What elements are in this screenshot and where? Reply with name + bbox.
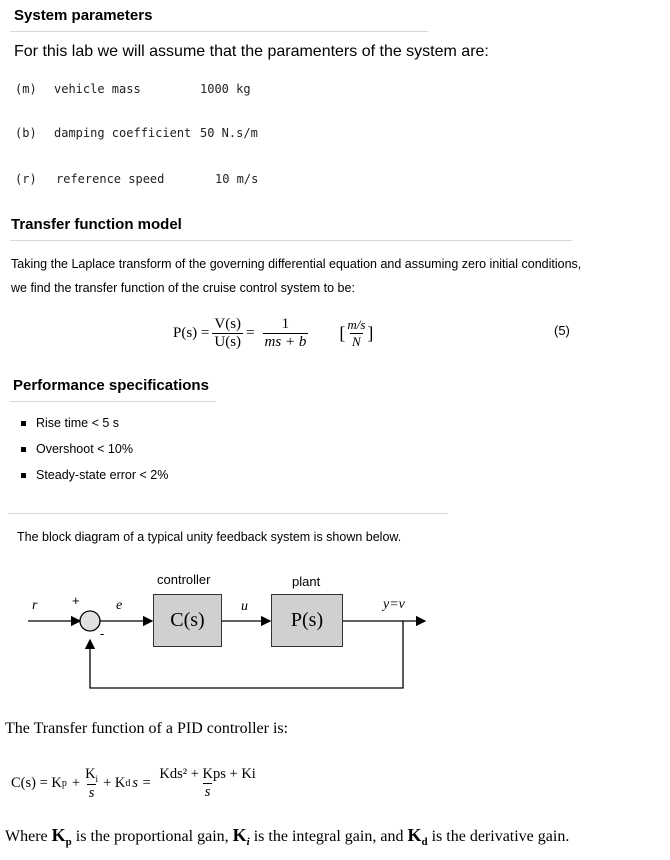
where-text: is the proportional gain, <box>71 828 233 845</box>
unit-numerator: m/s <box>347 317 366 332</box>
summing-junction <box>80 611 100 631</box>
signal-u: u <box>241 599 248 614</box>
controller-label: controller <box>157 572 211 587</box>
eq-denominator: U(s) <box>214 334 242 350</box>
divider <box>8 513 448 514</box>
section-title-transfer-function: Transfer function model <box>11 216 182 233</box>
paragraph-line: we find the transfer function of the cruise control system to be: <box>11 281 355 295</box>
signal-y: y=v <box>383 597 405 612</box>
gain-description <box>5 825 569 848</box>
plant-label: plant <box>292 574 321 589</box>
pid-rhs-numerator: Kds² + Kps + Ki <box>159 766 256 783</box>
pid-kd-term: + K <box>103 775 126 792</box>
ki-subscript: i <box>246 836 250 849</box>
param-symbol: (b) <box>15 126 37 140</box>
equation-number: (5) <box>554 323 570 338</box>
param-value: 50 N.s/m <box>200 126 258 140</box>
minus-sign: - <box>100 626 105 641</box>
pid-ki-denominator: s <box>88 784 95 801</box>
controller-block: C(s) <box>153 594 222 647</box>
kp-subscript: p <box>65 836 72 849</box>
section-title-performance: Performance specifications <box>13 377 209 394</box>
plant-block: P(s) <box>271 594 343 647</box>
pid-intro: The Transfer function of a PID controller is: <box>5 720 289 737</box>
divider <box>10 31 428 32</box>
pid-lhs-sub: p <box>61 778 67 790</box>
pid-rhs-fraction <box>157 766 257 801</box>
paragraph-line: Taking the Laplace transform of the governing differential equation and assuming zero initial conditions, <box>11 257 582 271</box>
feedback-path <box>90 621 403 688</box>
ki-symbol: K <box>85 766 96 782</box>
param-name: damping coefficient <box>54 126 192 140</box>
bullet-icon <box>21 473 26 478</box>
eq-numerator: V(s) <box>214 316 242 332</box>
bullet-icon <box>21 447 26 452</box>
where-text: is the integral gain, and <box>249 828 408 845</box>
eq-lhs: P(s) = <box>173 325 210 341</box>
kd-subscript: d <box>125 778 131 790</box>
kp-symbol: K <box>51 825 66 845</box>
diagram-caption: The block diagram of a typical unity feedback system is shown below. <box>17 530 402 544</box>
unit-bracket-open: [ <box>339 323 346 343</box>
eq-numerator: 1 <box>281 316 290 332</box>
ki-subscript: i <box>95 773 99 784</box>
signal-e: e <box>116 598 123 613</box>
param-name: vehicle mass <box>54 82 141 96</box>
pid-rhs-denominator: s <box>204 784 211 801</box>
where-text: Where <box>5 828 52 845</box>
spec-item: Rise time < 5 s <box>36 416 120 430</box>
divider <box>10 401 216 402</box>
param-value: 1000 kg <box>200 82 251 96</box>
param-name: reference speed <box>56 172 165 186</box>
pid-equation <box>11 766 261 802</box>
kd-subscript: d <box>421 836 428 849</box>
kd-symbol: K <box>407 825 422 845</box>
param-value: 10 m/s <box>215 172 259 186</box>
section-title-system-parameters: System parameters <box>14 7 153 24</box>
unit-bracket-close: ] <box>367 323 374 343</box>
ki-symbol: K <box>232 825 247 845</box>
signal-r: r <box>32 598 38 613</box>
intro-text: For this lab we will assume that the paramenters of the system are: <box>14 43 489 60</box>
pid-ki-fraction <box>83 766 100 802</box>
unit-denominator: N <box>352 334 361 349</box>
pid-lhs: C(s) = K <box>11 775 62 792</box>
spec-item: Steady-state error < 2% <box>36 468 169 482</box>
eq-equals: = <box>246 325 255 341</box>
bullet-icon <box>21 421 26 426</box>
eq-fraction <box>263 316 309 351</box>
where-text: is the derivative gain. <box>427 828 570 845</box>
pid-plus: + <box>71 775 81 792</box>
transfer-function-equation <box>173 316 373 351</box>
pid-kd-s: s = <box>132 775 152 792</box>
eq-fraction <box>212 316 243 351</box>
spec-item: Overshoot < 10% <box>36 442 133 456</box>
plus-sign: + <box>72 593 80 608</box>
divider <box>10 240 572 241</box>
eq-denominator: ms + b <box>264 334 307 350</box>
param-symbol: (r) <box>15 172 37 186</box>
param-symbol: (m) <box>15 82 37 96</box>
unit-fraction <box>345 317 367 350</box>
pid-ki-numerator <box>83 766 100 784</box>
